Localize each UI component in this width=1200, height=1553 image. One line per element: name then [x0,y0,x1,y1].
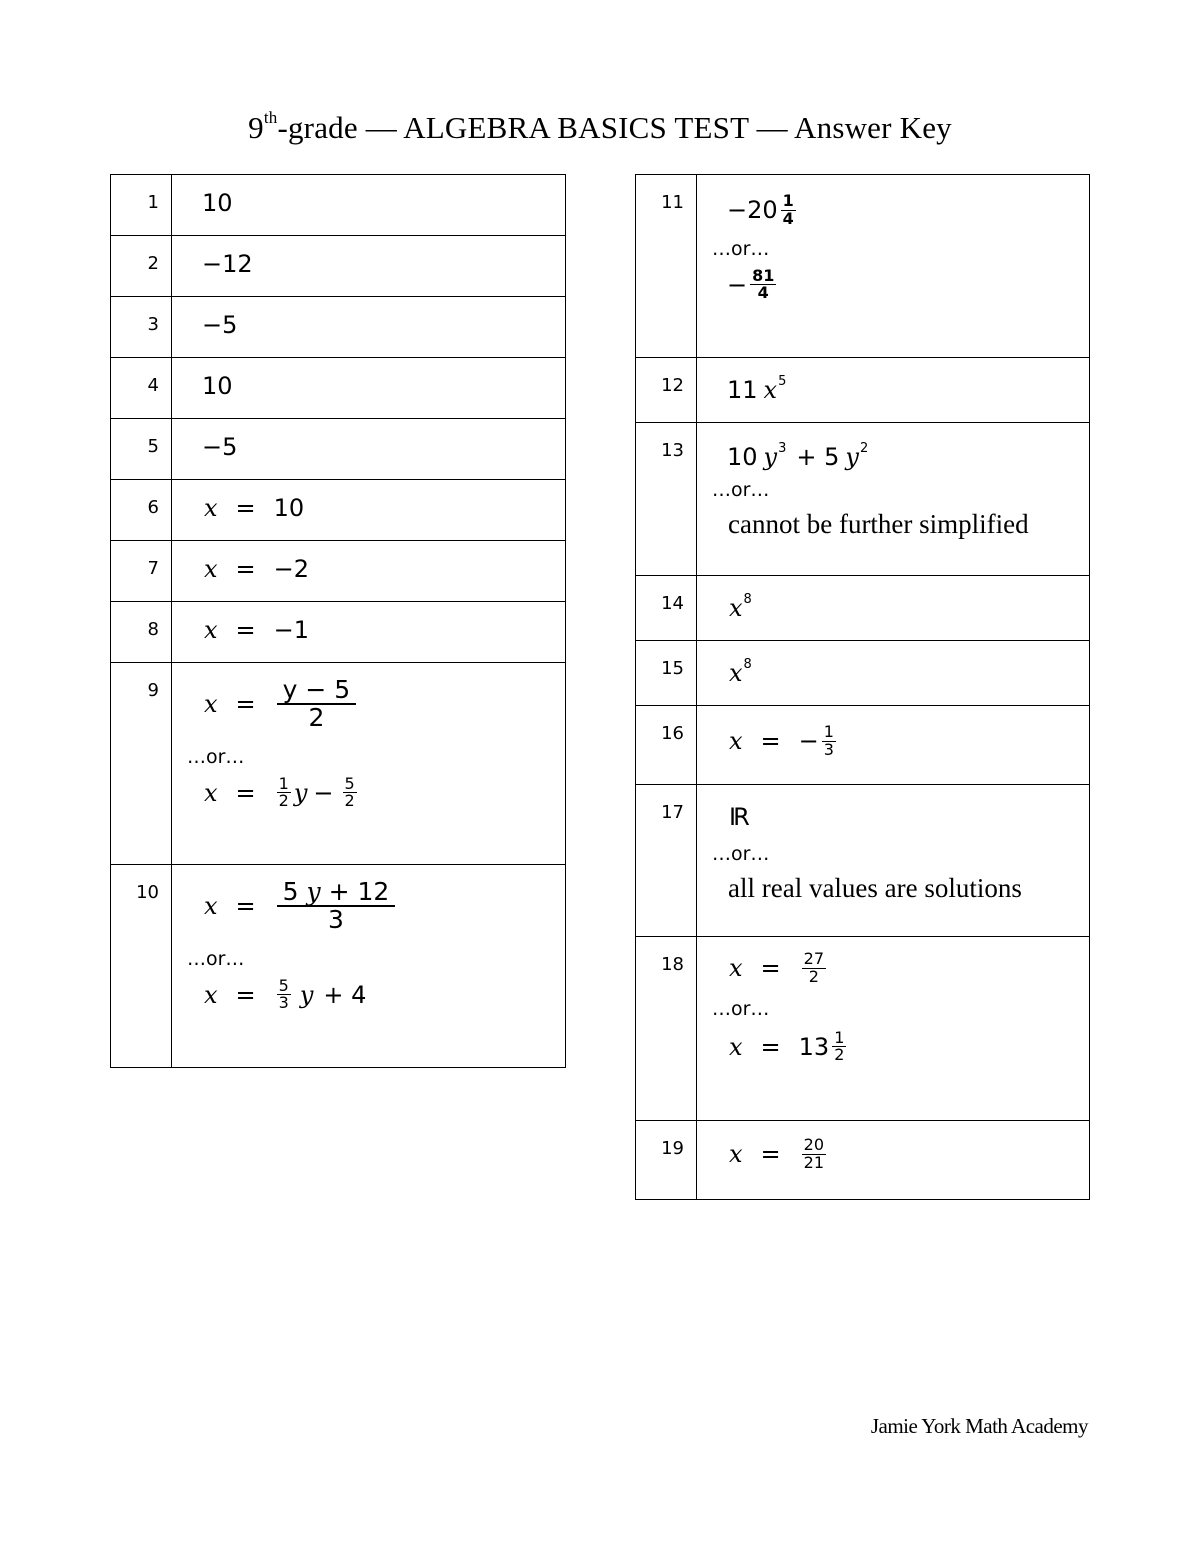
question-number: 4 [111,358,172,419]
variable-x: x [729,727,743,756]
denominator: 2 [808,966,819,986]
answer-equation [697,706,1089,759]
question-number: 8 [111,602,172,663]
answer-value: −5 [202,311,238,339]
denominator: 4 [757,283,769,303]
grade-suffix: th [263,108,278,127]
variable-x: x [729,659,743,687]
variable-x: x [204,892,218,921]
equals-sign: = [760,1140,781,1169]
variable-x: x [729,1032,743,1061]
numerator: y − 5 [277,677,357,705]
answer-row-9 [111,663,566,865]
answer-row-6 [111,480,566,541]
answer-value [697,175,1089,228]
denominator: 3 [823,739,834,759]
grade-number: 9 [248,110,264,145]
fraction [802,1137,826,1172]
numerator: 5 [278,975,289,995]
numerator: 1 [278,773,289,793]
answer-cell [172,419,566,480]
fraction [277,879,396,934]
answer-alternative [697,260,1089,303]
numerator: 81 [752,265,775,285]
question-number: 17 [636,785,697,937]
answer-cell [697,641,1090,706]
minus-sign: − [313,778,334,807]
sign: − [727,270,748,299]
footer-credit: Jamie York Math Academy [870,1414,1088,1438]
exponent: 3 [778,440,787,456]
answer-equation [697,937,1089,986]
answer-value: −5 [202,433,238,461]
variable-x: x [204,690,218,719]
question-number: 19 [636,1121,697,1200]
variable-y: y [845,443,859,471]
question-number: 1 [111,175,172,236]
question-number: 2 [111,236,172,297]
answer-row-2 [111,236,566,297]
equals-sign: = [235,555,256,583]
answer-value [697,576,1089,622]
answer-cell [172,480,566,541]
or-separator: …or… [187,745,245,768]
numerator: 5 [344,773,355,793]
answer-cell [172,297,566,358]
answer-table-right [635,174,1090,1200]
answer-row-14 [636,576,1090,641]
answer-cell [172,865,566,1068]
fraction [277,773,291,811]
variable-x: x [204,616,218,644]
fraction [750,265,776,303]
equals-sign: = [235,980,256,1009]
answer-alternative [697,1020,1089,1065]
equals-sign: = [235,494,256,522]
question-number: 7 [111,541,172,602]
numerator: 1 [834,1027,845,1047]
numerator: 1 [782,191,794,210]
variable-x: x [204,494,218,522]
answer-row-10 [111,865,566,1068]
fraction [781,193,796,228]
coefficient: 5 [282,877,299,906]
answer-cell [697,175,1090,358]
denominator: 2 [834,1045,845,1065]
answer-row-1 [111,175,566,236]
question-number: 12 [636,358,697,423]
answer-text: all real values are solutions [728,873,1022,903]
answer-row-12 [636,358,1090,423]
variable-x: x [204,778,218,807]
denominator: 21 [803,1152,825,1172]
denominator: 2 [308,703,325,733]
question-number: 11 [636,175,697,358]
numerator: 27 [803,949,825,968]
answer-alternative [172,768,565,811]
answer-cell [172,602,566,663]
answer-cell [697,785,1090,937]
answer-equation [172,480,565,522]
answer-value: 10 [273,494,305,522]
variable-x: x [729,954,743,983]
answer-cell [697,706,1090,785]
answer-cell [172,541,566,602]
answer-cell [172,663,566,865]
variable-y: y [293,778,308,807]
answer-row-15 [636,641,1090,706]
variable-x: x [729,594,743,622]
sign: − [798,727,819,756]
variable-y: y [299,980,314,1009]
answer-value: 10 [202,189,233,217]
variable-x: x [204,980,218,1009]
equals-sign: = [760,1032,781,1061]
variable-x: x [763,376,778,404]
answer-cell [172,175,566,236]
answer-row-18 [636,937,1090,1121]
whole-part: 13 [798,1032,830,1061]
denominator: 4 [782,208,794,228]
answer-row-8 [111,602,566,663]
answer-row-17 [636,785,1090,937]
answer-value: −1 [273,616,310,644]
numerator [277,879,396,907]
exponent: 8 [743,591,752,607]
answer-row-3 [111,297,566,358]
question-number: 9 [111,663,172,865]
question-number: 16 [636,706,697,785]
answer-row-19 [636,1121,1090,1200]
title-text: -grade — ALGEBRA BASICS TEST — Answer Key [277,110,952,145]
answer-cell [697,1121,1090,1200]
real-numbers-symbol: IR [729,803,747,831]
answer-value [697,641,1089,687]
equals-sign: = [760,954,781,983]
answer-equation [697,1121,1089,1172]
question-number: 14 [636,576,697,641]
alt-rest: + 4 [323,980,367,1009]
answer-table-left [110,174,566,1068]
answer-alternative [172,970,565,1013]
answer-value: −12 [202,250,253,278]
plus-term: + 5 [796,443,840,471]
question-number: 5 [111,419,172,480]
answer-text: cannot be further simplified [728,509,1029,539]
question-number: 10 [111,865,172,1068]
answer-row-4 [111,358,566,419]
exponent: 8 [743,656,752,672]
question-number: 18 [636,937,697,1121]
fraction [343,773,357,811]
fraction [277,677,357,732]
coefficient: 11 [727,376,758,404]
or-separator: …or… [712,479,770,501]
question-number: 13 [636,423,697,576]
equals-sign: = [235,778,256,807]
answer-value: 10 [202,372,233,400]
numerator-rest: + 12 [328,877,390,906]
equals-sign: = [760,727,781,756]
answer-equation [172,663,565,732]
answer-cell [697,358,1090,423]
fraction [822,724,836,759]
answer-cell [172,236,566,297]
denominator: 3 [328,905,344,935]
or-separator: …or… [712,843,770,865]
page-title [0,110,1200,146]
variable-y: y [763,443,778,471]
exponent: 5 [778,373,787,389]
answer-cell [697,576,1090,641]
numerator: 20 [803,1135,825,1154]
answer-row-16 [636,706,1090,785]
answer-row-5 [111,419,566,480]
variable-x: x [204,555,218,583]
equals-sign: = [235,690,256,719]
answer-row-7 [111,541,566,602]
fraction [832,1027,846,1065]
variable-x: x [729,1140,743,1169]
question-number: 6 [111,480,172,541]
numerator: 1 [823,722,834,741]
question-number: 15 [636,641,697,706]
fraction [802,951,826,986]
answer-value [697,423,1089,471]
answer-equation [172,541,565,583]
answer-value: −2 [273,555,310,583]
denominator: 3 [278,993,289,1013]
or-separator: …or… [187,947,245,970]
denominator: 2 [344,791,355,811]
whole-part: −20 [727,196,778,225]
exponent: 2 [859,440,869,456]
answer-row-11 [636,175,1090,358]
answer-value [697,358,1089,404]
variable-y: y [306,877,321,906]
equals-sign: = [235,892,256,921]
denominator: 2 [278,791,289,811]
or-separator: …or… [712,237,770,260]
or-separator: …or… [712,997,770,1020]
fraction [277,975,291,1013]
equals-sign: = [235,616,256,644]
answer-equation [172,602,565,644]
coefficient: 10 [727,443,758,471]
answer-equation [172,865,565,934]
answer-cell [697,937,1090,1121]
answer-row-13 [636,423,1090,576]
answer-cell [697,423,1090,576]
question-number: 3 [111,297,172,358]
answer-cell [172,358,566,419]
